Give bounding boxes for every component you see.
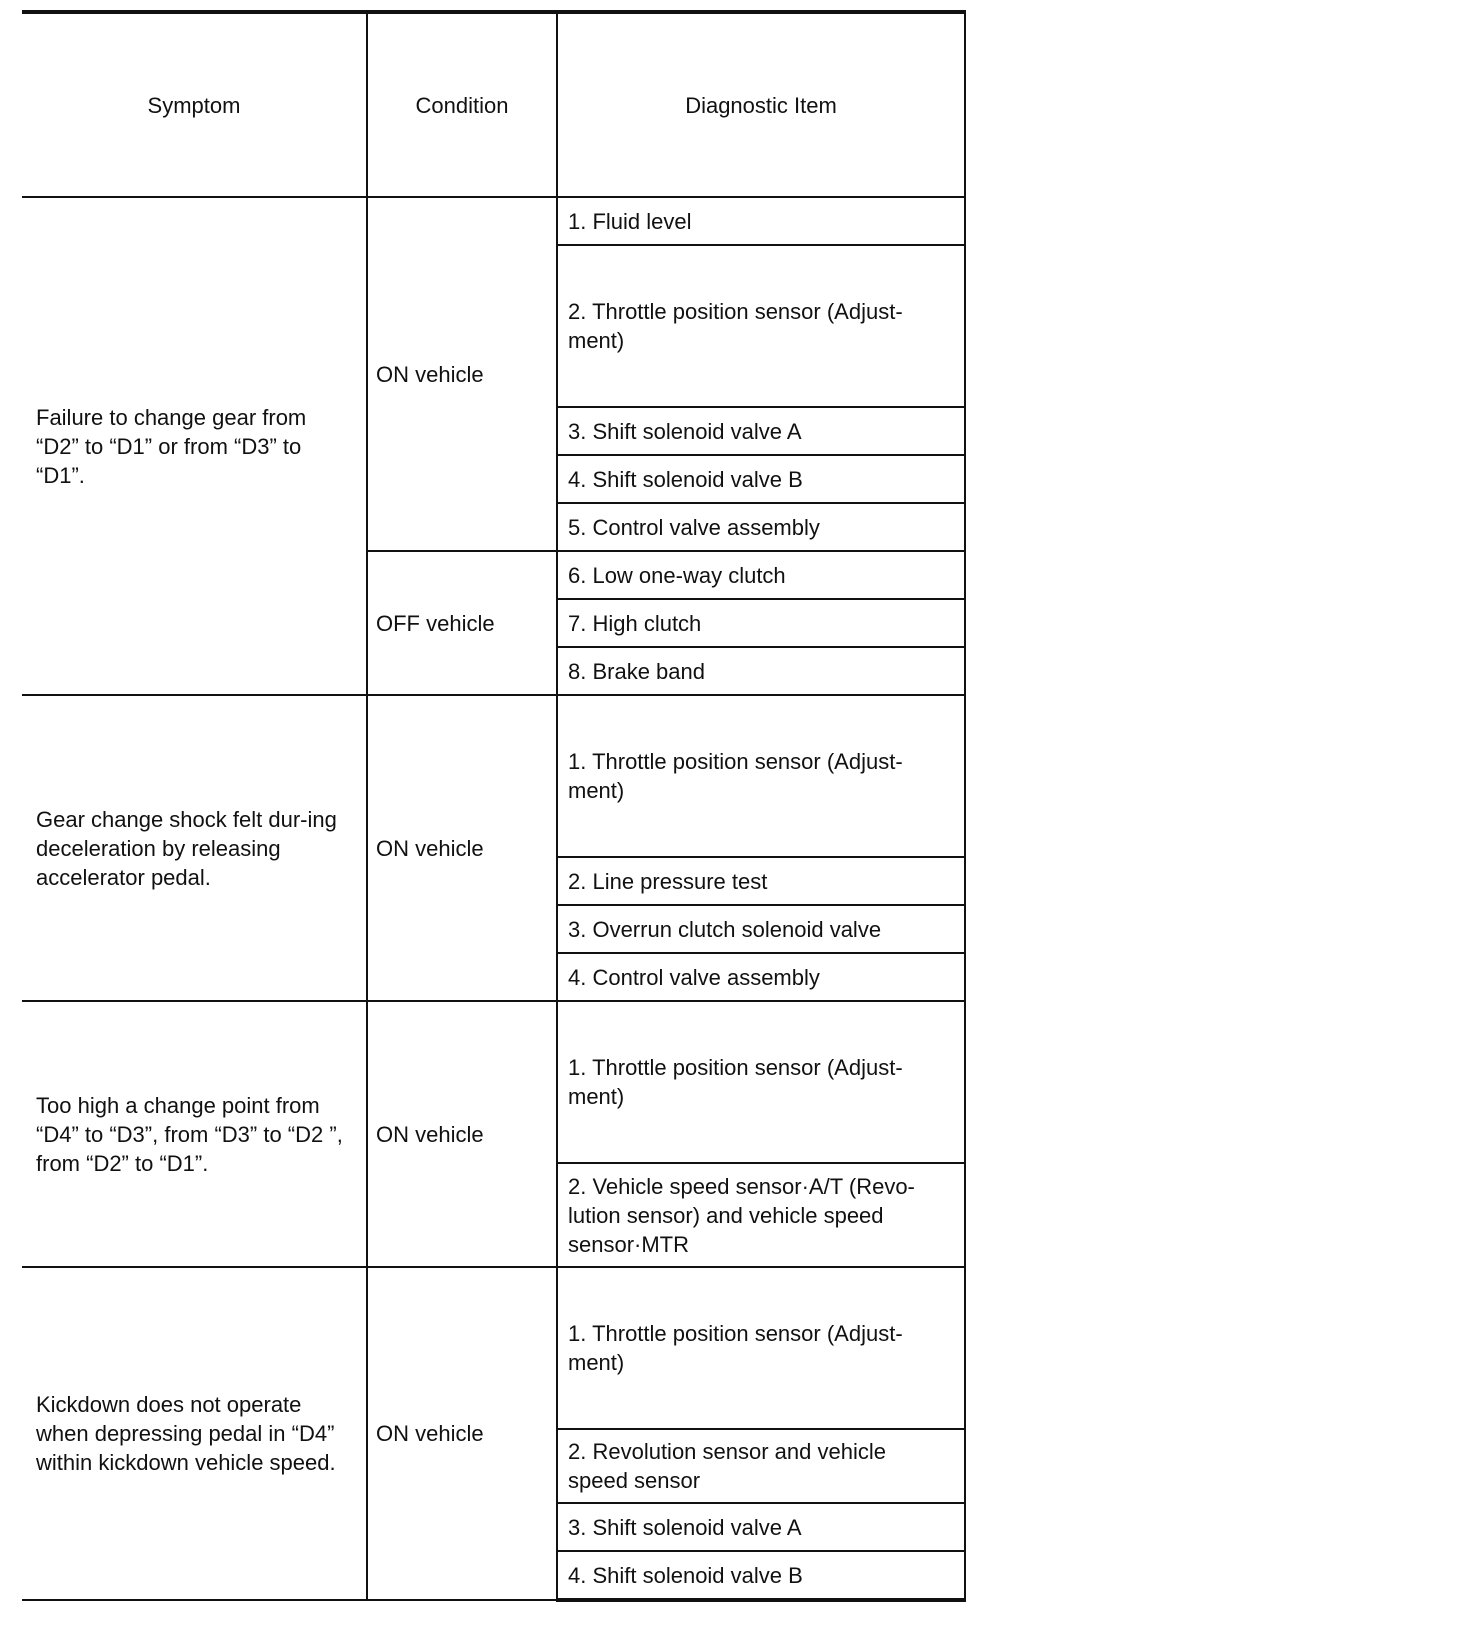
table-row [22, 695, 965, 857]
diagnostic-item: 3. Shift solenoid valve A [557, 407, 965, 455]
diagnostic-item: 4. Control valve assembly [557, 953, 965, 1001]
diagnostic-item: 5. Control valve assembly [557, 503, 965, 551]
diagnostic-item: 3. Shift solenoid valve A [557, 1503, 965, 1551]
condition-cell: ON vehicle [367, 197, 557, 551]
diagnostic-item: 2. Line pressure test [557, 857, 965, 905]
diagnostic-item: 2. Revolution sensor and vehicle speed sensor [557, 1429, 965, 1503]
diagnostic-item: 4. Shift solenoid valve B [557, 1551, 965, 1600]
diagnostic-item: 1. Throttle position sensor (Adjust-ment) [557, 1001, 965, 1163]
condition-cell: ON vehicle [367, 1001, 557, 1267]
condition-cell: ON vehicle [367, 1267, 557, 1600]
table-row [22, 1267, 965, 1429]
symptom-cell: Kickdown does not operate when depressing pedal in “D4” within kickdown vehicle speed. [22, 1267, 367, 1600]
diagnostic-table [22, 10, 966, 1602]
diagnostic-item: 2. Vehicle speed sensor·A/T (Revo-lution sensor) and vehicle speed sensor·MTR [557, 1163, 965, 1267]
diagnostic-item: 3. Overrun clutch solenoid valve [557, 905, 965, 953]
symptom-cell: Failure to change gear from “D2” to “D1” or from “D3” to “D1”. [22, 197, 367, 695]
symptom-cell: Gear change shock felt dur-ing deceleration by releasing accelerator pedal. [22, 695, 367, 1001]
table-row [22, 197, 965, 245]
header-condition: Condition [367, 12, 557, 197]
symptom-cell: Too high a change point from “D4” to “D3”, from “D3” to “D2 ”, from “D2” to “D1”. [22, 1001, 367, 1267]
table-row [22, 1001, 965, 1163]
diagnostic-item: 1. Throttle position sensor (Adjust-ment) [557, 1267, 965, 1429]
diagnostic-item: 6. Low one-way clutch [557, 551, 965, 599]
diagnostic-item: 8. Brake band [557, 647, 965, 695]
condition-cell: ON vehicle [367, 695, 557, 1001]
header-diagnostic-item: Diagnostic Item [557, 12, 965, 197]
condition-cell: OFF vehicle [367, 551, 557, 695]
header-row [22, 12, 965, 197]
diagnostic-item: 7. High clutch [557, 599, 965, 647]
header-symptom: Symptom [22, 12, 367, 197]
diagnostic-item: 4. Shift solenoid valve B [557, 455, 965, 503]
diagnostic-item: 1. Fluid level [557, 197, 965, 245]
diagnostic-item: 1. Throttle position sensor (Adjust-ment) [557, 695, 965, 857]
diagnostic-item: 2. Throttle position sensor (Adjust-ment) [557, 245, 965, 407]
